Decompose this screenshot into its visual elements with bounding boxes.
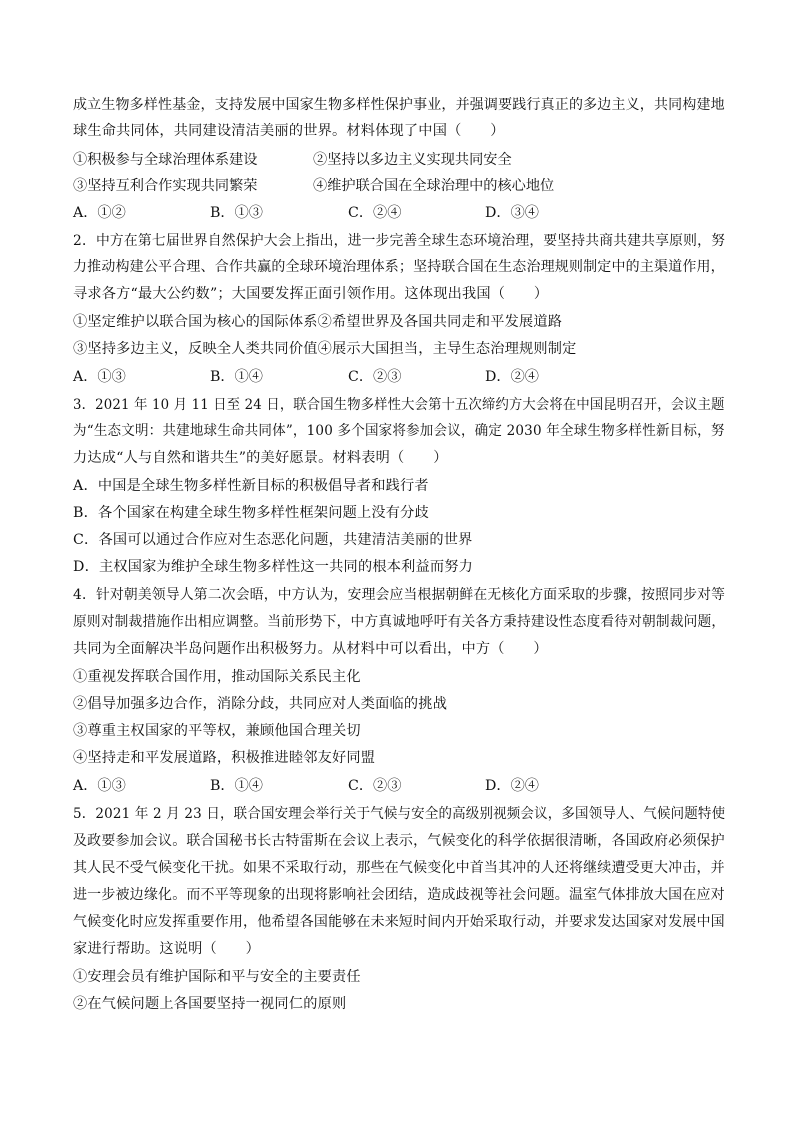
q2-statement-row-2: ③坚持多边主义，反映全人类共同价值④展示大国担当，主导生态治理规则制定 bbox=[73, 341, 577, 357]
q1-statement-1: ①积极参与全球治理体系建设 bbox=[73, 152, 258, 168]
q5-statement-2: ②在气候问题上各国要坚持一视同仁的原则 bbox=[73, 996, 347, 1012]
q5-stem-line-4: 进一步被边缘化。而不平等现象的出现将影响社会团结，造成歧视等社会问题。温室气体排放大国在应对 bbox=[73, 887, 725, 903]
q2-stem-line-1: 2．中方在第七届世界自然保护大会上指出，进一步完善全球生态环境治理，要坚持共商共建共享原则，努 bbox=[73, 233, 726, 249]
q2-option-a[interactable]: A．①③ bbox=[73, 369, 126, 385]
q2-statement-row-1: ①坚定维护以联合国为核心的国际体系②希望世界及各国共同走和平发展道路 bbox=[73, 314, 563, 330]
q1-statement-2: ②坚持以多边主义实现共同安全 bbox=[313, 152, 512, 168]
q1-statement-3: ③坚持互利合作实现共同繁荣 bbox=[73, 178, 258, 194]
q1-option-b[interactable]: B．①③ bbox=[210, 205, 263, 221]
q5-statement-1: ①安理会员有维护国际和平与安全的主要责任 bbox=[73, 969, 361, 985]
q4-stem-line-1: 4．针对朝美领导人第二次会晤，中方认为，安理会应当根据朝鲜在无核化方面采取的步骤，按照同步对等 bbox=[73, 587, 726, 603]
q5-stem-line-1: 5．2021 年 2 月 23 日，联合国安理会举行关于气候与安全的高级别视频会议，多国领导人、气候问题特使 bbox=[73, 806, 726, 822]
q3-choice-d[interactable]: D．主权国家为维护全球生物多样性这一共同的根本利益而努力 bbox=[73, 559, 474, 575]
q5-stem-line-2: 及政要参加会议。联合国秘书长古特雷斯在会议上表示，气候变化的科学依据很清晰，各国政府必须保护 bbox=[73, 833, 725, 849]
q2-option-c[interactable]: C．②③ bbox=[348, 369, 402, 385]
q1-option-c[interactable]: C．②④ bbox=[348, 205, 402, 221]
q5-stem-line-3: 其人民不受气候变化干扰。如果不采取行动，那些在气候变化中首当其冲的人还将继续遭受更大冲击，并 bbox=[73, 860, 725, 876]
q2-option-d[interactable]: D．②④ bbox=[485, 369, 539, 385]
q4-statement-1: ①重视发挥联合国作用，推动国际关系民主化 bbox=[73, 669, 361, 685]
q1-statement-4: ④维护联合国在全球治理中的核心地位 bbox=[313, 178, 555, 194]
q5-stem-line-5: 气候变化时应发挥重要作用，他希望各国能够在未来短时间内开始采取行动，并要求发达国家对发展中国 bbox=[73, 914, 725, 930]
q3-choice-c[interactable]: C．各国可以通过合作应对生态恶化问题，共建清洁美丽的世界 bbox=[73, 532, 473, 548]
q5-stem-line-6: 家进行帮助。这说明（ ） bbox=[73, 941, 261, 957]
q1-option-d[interactable]: D．③④ bbox=[485, 205, 539, 221]
q4-option-b[interactable]: B．①④ bbox=[210, 778, 263, 794]
q2-stem-line-3: 寻求各方“最大公约数”；大国要发挥正面引领作用。这体现出我国（ ） bbox=[73, 286, 549, 302]
q4-statement-4: ④坚持走和平发展道路，积极推进睦邻友好同盟 bbox=[73, 750, 376, 766]
q4-stem-line-3: 共同为全面解决半岛问题作出积极努力。从材料中可以看出，中方（ ） bbox=[73, 641, 548, 657]
q4-statement-2: ②倡导加强多边合作，消除分歧，共同应对人类面临的挑战 bbox=[73, 696, 448, 712]
q4-option-a[interactable]: A．①③ bbox=[73, 778, 126, 794]
q4-stem-line-2: 原则对制裁措施作出相应调整。当前形势下，中方真诚地呼吁有关各方秉持建设性态度看待对朝制裁问题， bbox=[73, 614, 726, 630]
q4-statement-3: ③尊重主权国家的平等权，兼顾他国合理关切 bbox=[73, 723, 361, 739]
q2-option-b[interactable]: B．①④ bbox=[210, 369, 263, 385]
q3-stem-line-2: 为“生态文明：共建地球生命共同体”，100 多个国家将参加会议，确定 2030 年全球生物多样性新目标，努 bbox=[73, 423, 725, 439]
q4-option-c[interactable]: C．②③ bbox=[348, 778, 402, 794]
q1-option-a[interactable]: A．①② bbox=[73, 205, 126, 221]
q3-choice-b[interactable]: B．各个国家在构建全球生物多样性框架问题上没有分歧 bbox=[73, 505, 429, 521]
q1-stem-line-2: 球生命共同体，共同建设清洁美丽的世界。材料体现了中国（ ） bbox=[73, 123, 505, 139]
q1-stem-line-1: 成立生物多样性基金，支持发展中国家生物多样性保护事业，并强调要践行真正的多边主义，共同构建地 bbox=[73, 97, 725, 113]
q4-option-d[interactable]: D．②④ bbox=[485, 778, 539, 794]
q3-stem-line-3: 力达成“人与自然和谐共生”的美好愿景。材料表明（ ） bbox=[73, 450, 448, 466]
q2-stem-line-2: 力推动构建公平合理、合作共赢的全球环境治理体系；坚持联合国在生态治理规则制定中的主渠道作用， bbox=[73, 259, 725, 275]
q3-choice-a[interactable]: A．中国是全球生物多样性新目标的积极倡导者和践行者 bbox=[73, 478, 429, 494]
q3-stem-line-1: 3．2021 年 10 月 11 日至 24 日，联合国生物多样性大会第十五次缔约方大会将在中国昆明召开，会议主题 bbox=[73, 397, 725, 413]
